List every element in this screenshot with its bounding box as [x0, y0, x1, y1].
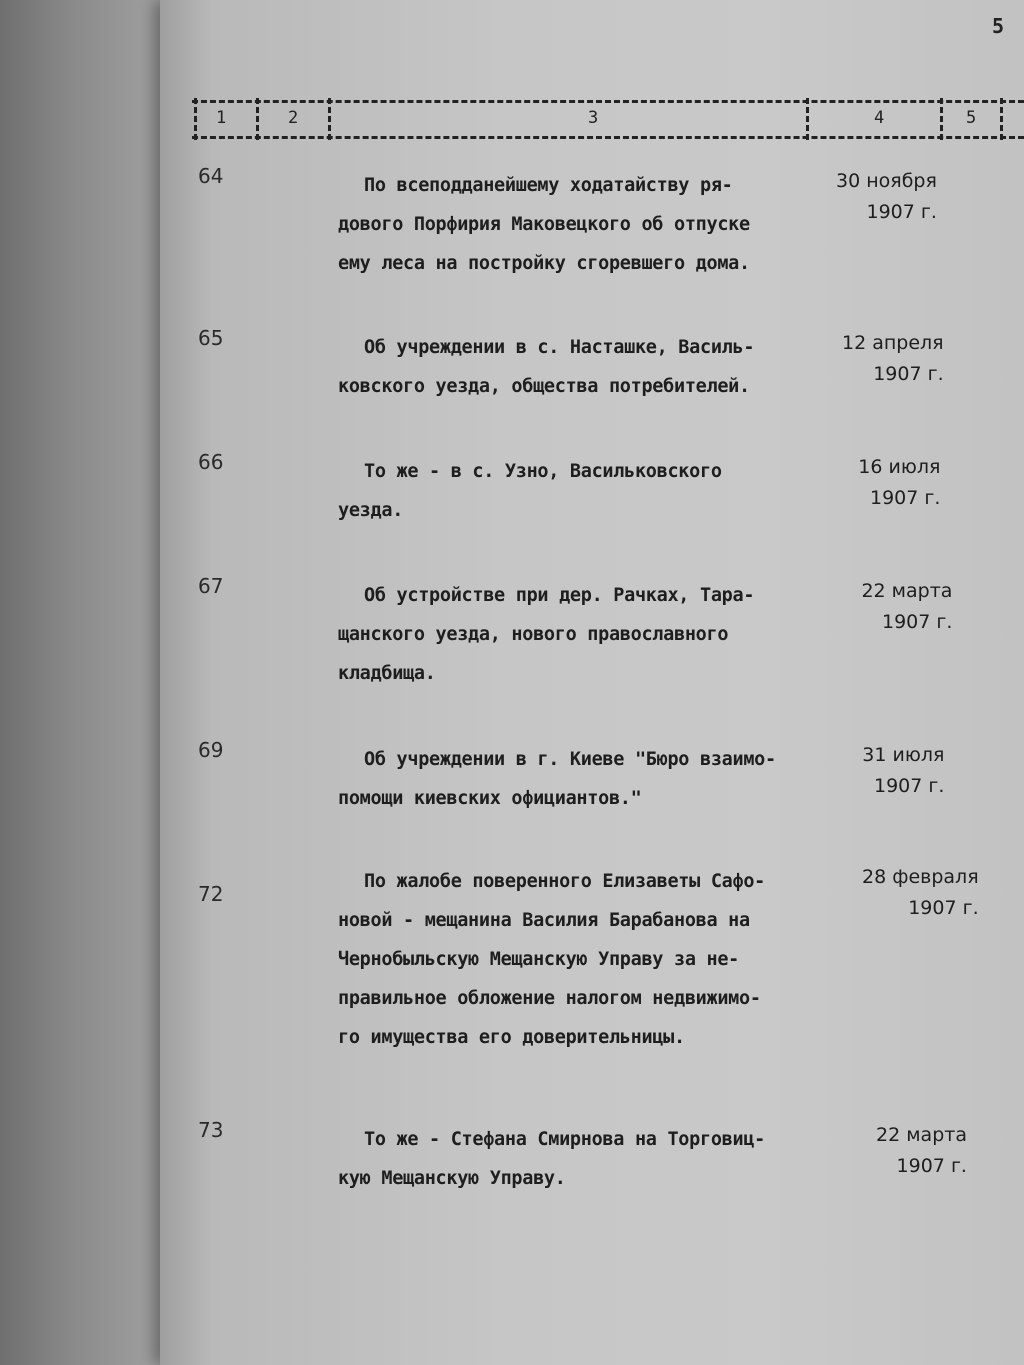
- entry-number: 67: [198, 574, 224, 598]
- entry-date-day: 30 ноября: [836, 170, 937, 192]
- entry-line: Об устройстве при дер. Рачках, Тара-: [364, 585, 755, 606]
- entry-line: уезда.: [338, 500, 404, 521]
- entry-date-year: 1907 г.: [874, 775, 945, 797]
- entry-date-day: 16 июля: [858, 456, 941, 478]
- header-col-1: 1: [216, 108, 227, 128]
- entry-description: [338, 576, 848, 693]
- entry-description: [338, 1120, 848, 1198]
- entry-date-year: 1907 г.: [870, 487, 941, 509]
- entry-date-year: 1907 г.: [882, 611, 953, 633]
- entry-number: 64: [198, 164, 224, 188]
- entry-date-day: 22 марта: [861, 580, 953, 602]
- entry-description: [338, 452, 848, 530]
- entry-line: щанского уезда, нового православного: [338, 624, 729, 645]
- entry-date-year: 1907 г.: [896, 1155, 967, 1177]
- entry-date-year: 1907 г.: [873, 363, 944, 385]
- entry-line: правильное обложение налогом недвижимо-: [338, 988, 761, 1009]
- page-number: 5: [992, 14, 1005, 38]
- entry-date-day: 31 июля: [862, 744, 945, 766]
- entry-line: кую Мещанскую Управу.: [338, 1168, 566, 1189]
- header-separator: [256, 98, 259, 140]
- entry-date-year: 1907 г.: [866, 201, 937, 223]
- header-separator: [940, 98, 943, 140]
- header-col-3: 3: [588, 108, 599, 128]
- entry-date-year: 1907 г.: [908, 897, 979, 919]
- entry-number: 65: [198, 326, 224, 350]
- entry-line: ему леса на постройку сгоревшего дома.: [338, 253, 750, 274]
- header-top-rule: [192, 100, 1024, 103]
- entry-date-day: 28 февраля: [862, 866, 979, 888]
- header-col-2: 2: [288, 108, 299, 128]
- entry-line: Об учреждении в с. Насташке, Василь-: [364, 337, 755, 358]
- entry-number: 69: [198, 738, 224, 762]
- entry-line: ковского уезда, общества потребителей.: [338, 376, 750, 397]
- entry-description: [338, 328, 848, 406]
- header-col-5: 5: [966, 108, 977, 128]
- header-col-4: 4: [874, 108, 885, 128]
- entry-number: 66: [198, 450, 224, 474]
- entry-line: Об учреждении в г. Киеве "Бюро взаимо-: [364, 749, 776, 770]
- entry-date: [846, 452, 940, 514]
- header-bottom-rule: [192, 136, 1024, 139]
- entry-line: помощи киевских официантов.": [338, 788, 642, 809]
- entry-line: го имущества его доверительницы.: [338, 1027, 685, 1048]
- entry-date-day: 22 марта: [876, 1124, 967, 1146]
- entry-date: [858, 740, 944, 802]
- header-separator: [1000, 98, 1003, 140]
- entry-line: кладбища.: [338, 663, 436, 684]
- entry-description: [338, 862, 848, 1057]
- entry-line: Чернобыльскую Мещанскую Управу за не-: [338, 949, 740, 970]
- entry-number: 73: [198, 1118, 224, 1142]
- table-header-row: [192, 96, 1024, 144]
- entry-date: [836, 166, 937, 228]
- entry-date: [858, 576, 952, 638]
- entry-line: дового Порфирия Маковецкого об отпуске: [338, 214, 750, 235]
- entry-description: [338, 166, 848, 283]
- entry-description: [338, 740, 848, 818]
- entry-date-day: 12 апреля: [842, 332, 944, 354]
- entry-number: 72: [198, 882, 224, 906]
- header-separator: [328, 98, 331, 140]
- entry-line: По всеподданейшему ходатайству ря-: [364, 175, 733, 196]
- header-separator: [194, 98, 197, 140]
- entry-line: То же - Стефана Смирнова на Торговиц-: [364, 1129, 766, 1150]
- entry-date: [876, 1120, 967, 1182]
- entry-line: По жалобе поверенного Елизаветы Сафо-: [364, 871, 766, 892]
- facing-page-edge: [0, 0, 180, 1365]
- entry-date: [842, 328, 944, 390]
- entry-line: новой - мещанина Василия Барабанова на: [338, 910, 750, 931]
- entry-line: То же - в с. Узно, Васильковского: [364, 461, 722, 482]
- entry-date: [862, 862, 979, 924]
- header-separator: [806, 98, 809, 140]
